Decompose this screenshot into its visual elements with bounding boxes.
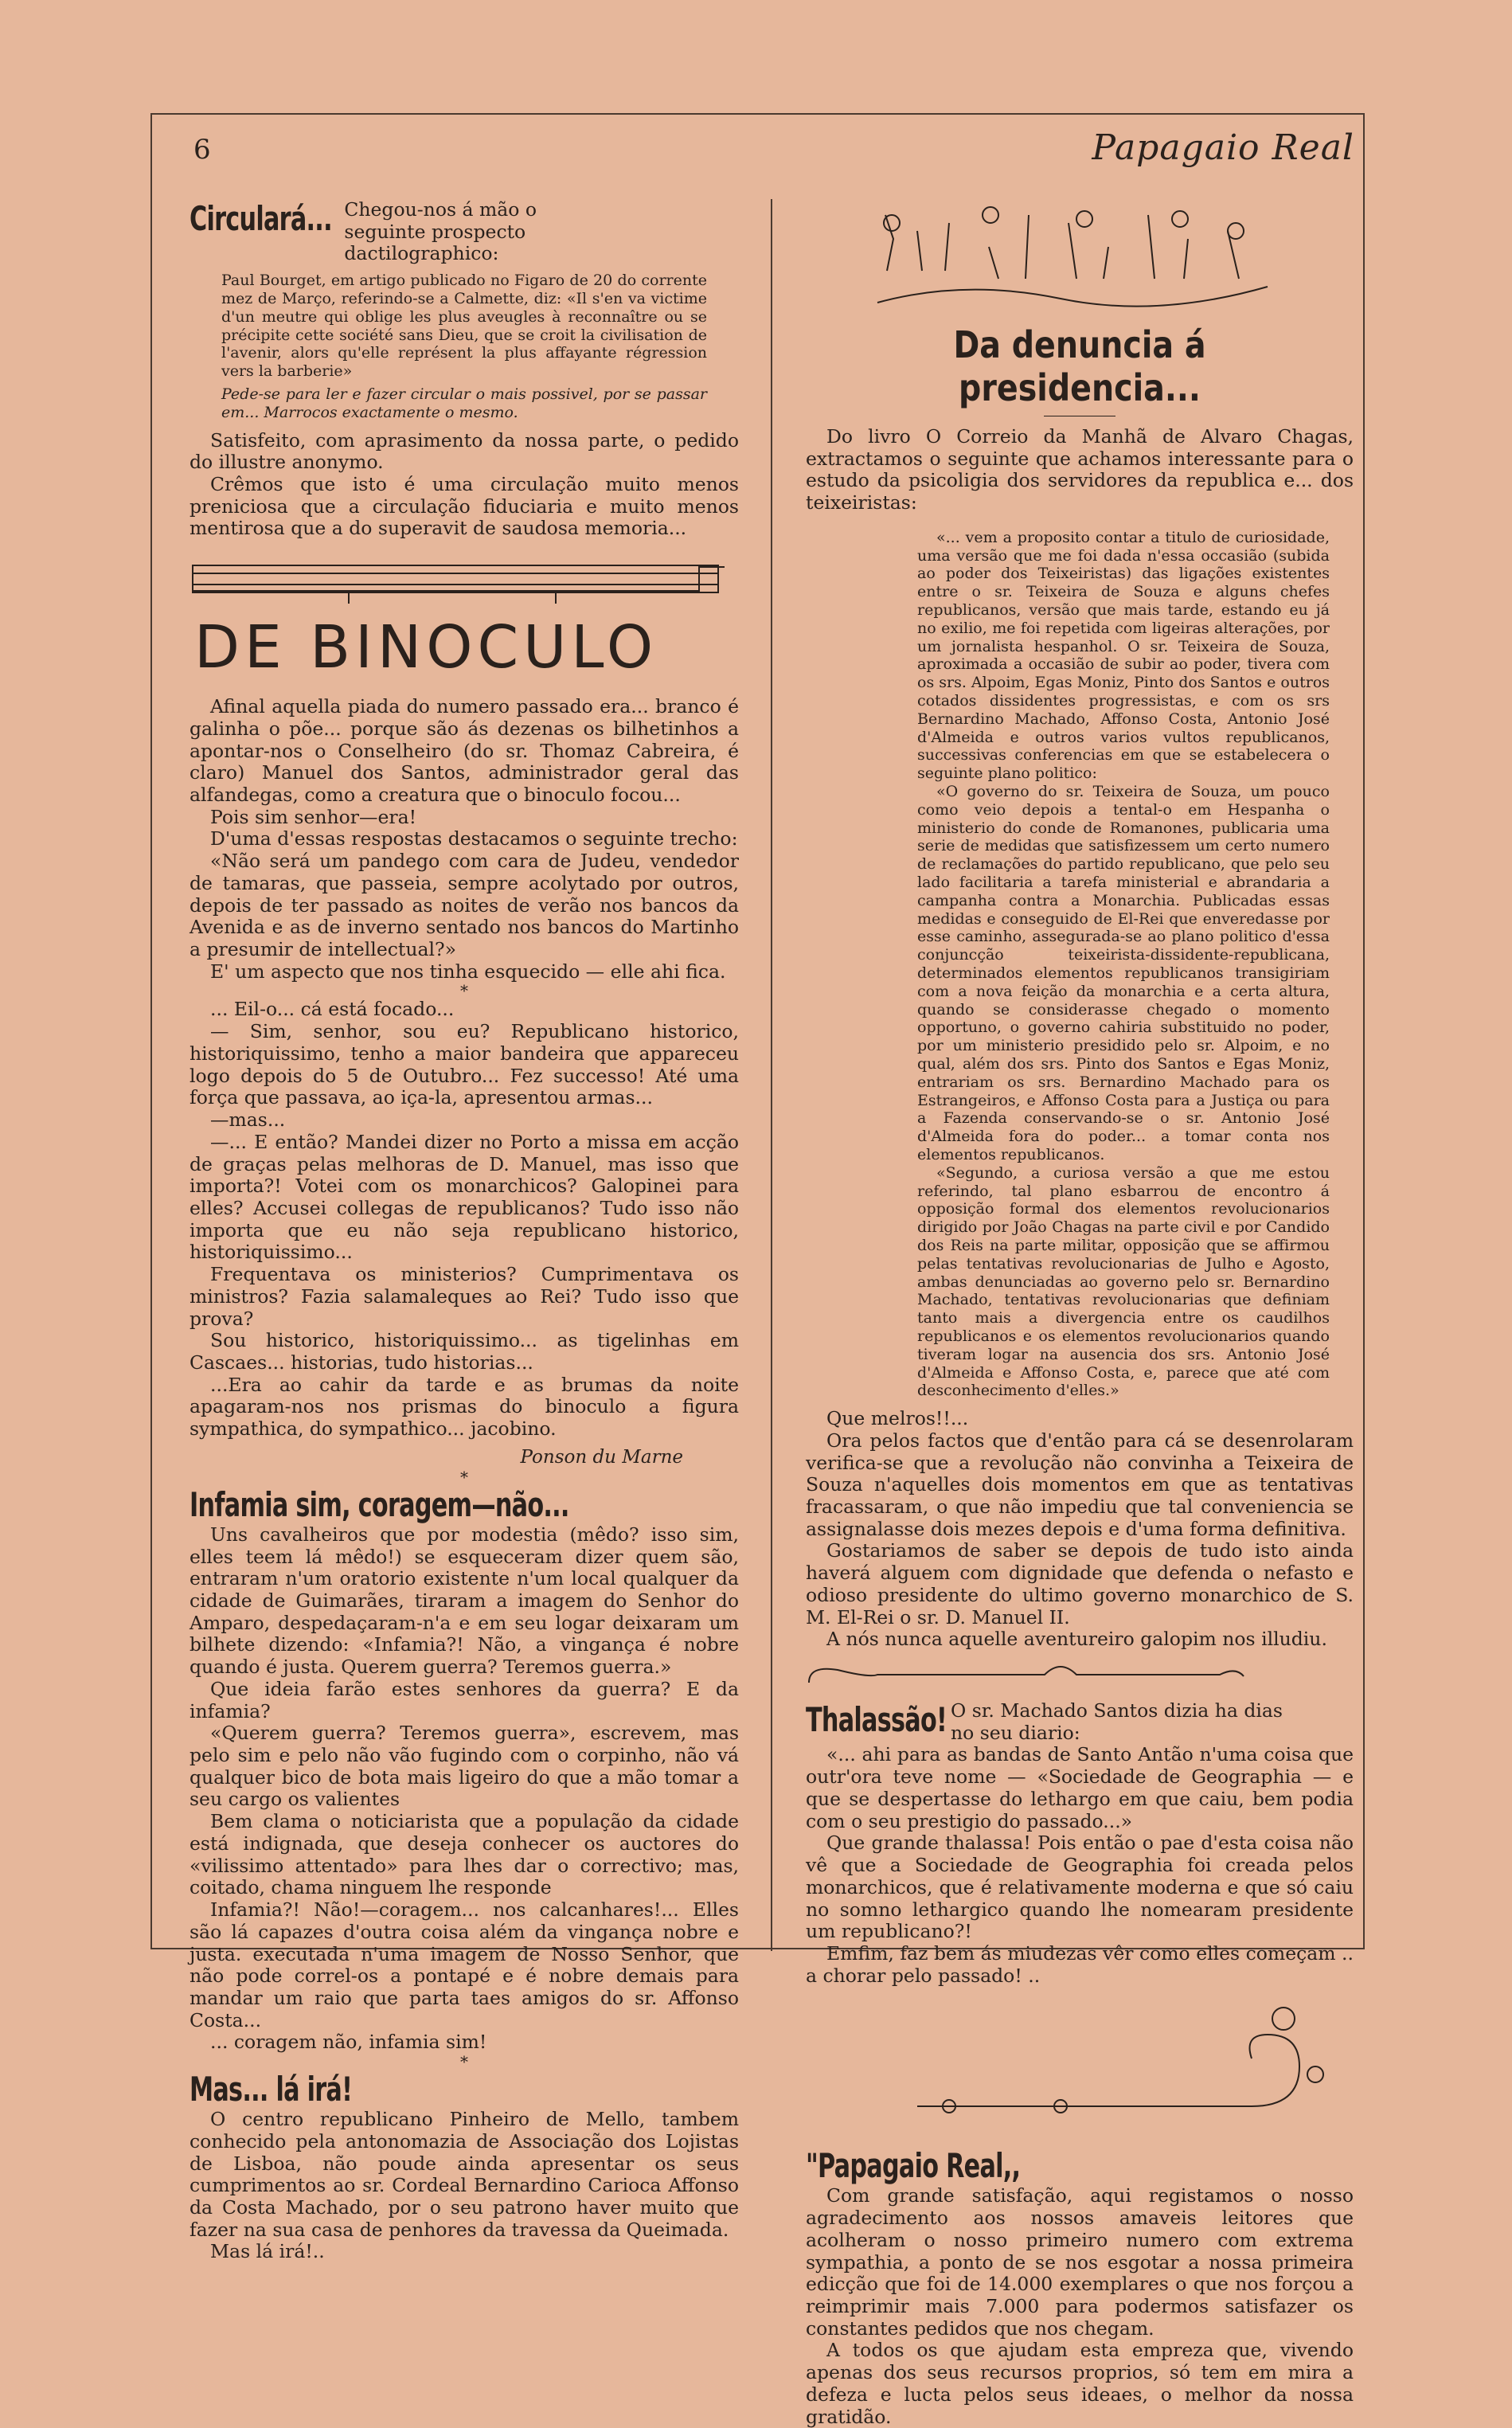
mas-p1: O centro republicano Pinheiro de Mello, tambem conhecido pela antonomazia de Associação dos Lojistas de Lisboa, não poude ainda apresentar os seus cumprimentos ao sr. Cordeal Bernardino Carioca Affonso da Costa Machado, por o seu patrono haver muito que fazer na sua casa de penhores da travessa da Queimada. — [189, 2108, 739, 2241]
circulara-p2: Crêmos que isto é uma circulação muito menos preniciosa que a circulação fiduciaria e muito menos mentirosa que a do superavit de saudosa memoria... — [189, 472, 739, 540]
circulara-intro: Chegou-nos á mão o seguinte prospecto dactilographico: — [344, 198, 537, 265]
binoculo-title: DE BINOCULO — [194, 613, 658, 682]
binoculo-p4: «Não será um pandego com cara de Judeu, vendedor de tamaras, que passeia, sempre acolytado por outros, depois de ter passado as noites de verão nos bancos da Avenida e as de inverno sentado nos bancos do Martinho a presumir de intellectual?» — [189, 850, 739, 961]
circulara-note: Pede-se para ler e fazer circular o mais possivel, por se passar em... Marrocos exactamente o mesmo. — [221, 385, 707, 421]
denuncia-quote-2: «O governo do sr. Teixeira de Souza, um pouco como veio depois a tental-o em Hespanha o ministerio do conde de Romanones, publicaria uma serie de medidas que satisfizessem um certo numero de reclamações do partido republicano, que pelo seu lado facilitaria a tarefa ministerial e abrandaria a campanha contra a Monarchia. Publicadas essas medidas e conseguido de El-Rei que enveredasse por esse caminho, assegurada-se ao plano politico d'essa conjuncção teixeirista-dissidente-republicana, determinados elementos republicanos transigiriam com a nova feição da monarchia e a certa altura, quando se considerasse chegado o momento opportuno, o governo cahiria substituido no poder, por um ministerio presidido pelo sr. Alpoim, e no qual, além dos srs. Pinto dos Santos e Egas Moniz, entrariam os srs. Bernardino Machado para os Estrangeiros, e Affonso Costa para a Justiça ou para a Fazenda conservando-se o sr. Antonio José d'Almeida fora do poder... a tomar conta nos elementos republicanos. — [917, 783, 1330, 1163]
circulara-lead — [189, 199, 739, 265]
illustration-figures — [806, 199, 1354, 319]
signature: Ponson du Marne — [520, 1446, 683, 1468]
infamia-heading: Infamia sim, coragem—não... — [189, 1484, 569, 1524]
infamia-lead — [189, 1485, 739, 1524]
binoculo-p8: —mas... — [210, 1108, 286, 1132]
mas-heading: Mas... lá irá! — [189, 2070, 353, 2109]
infamia-p3: «Querem guerra? Teremos guerra», escrevem, mas pelo sim e pelo não vão fugindo com o corpinho, não vá qualquer bico de bota mais ligeiro do que a mão tomar a seu cargo os valientes — [189, 1722, 739, 1811]
infamia-p1: Uns cavalheiros que por modestia (mêdo? isso sim, elles teem lá mêdo!) se esqueceram dizer quem são, entraram n'um oratorio existente n'um local qualquer da cidade de Guimarães, tiraram a imagem do Senhor do Amparo, despedaçaram-n'a e em seu logar deixaram um bilhete dizendo: «Infamia?! Não, a vingança é nobre quando é justa. Querem guerra? Teremos guerra.» — [189, 1523, 739, 1679]
thalassao-p4: Emfim, faz bem ás miudezas vêr como elles começam .. a chorar pelo passado! .. — [806, 1941, 1354, 1987]
running-title: Papagaio Real — [1092, 127, 1354, 168]
papagaio-heading: "Papagaio Real,, — [806, 2146, 1021, 2186]
denuncia-quote-1: «... vem a proposito contar a titulo de curiosidade, uma versão que me foi dada n'essa occasião (subida ao poder dos Teixeiristas) das ligações existentes entre o sr. Teixeira de Souza e alguns chefes republicanos, versão que mais tarde, estando eu já no exilio, me foi repetida com ligeiras alterações, por um jornalista hespanhol. O sr. Teixeira de Souza, aproximada a occasião de subir ao poder, tivera com os srs. Alpoim, Egas Moniz, Pinto dos Santos e outros cotados dissidentes progressistas, e com os srs Bernardino Machado, Affonso Costa, Antonio José d'Almeida e outros varios vultos republicanos, successivas conferencias em que se estabelecera o seguinte plano politico: — [917, 528, 1330, 783]
denuncia-quote-3: «Segundo, a curiosa versão a que me estou referindo, tal plano esbarrou de encontro á opposição formal dos elementos revolucionarios dirigido por João Chagas na parte civil e por Candido dos Reis na parte militar, opposição que se affirmou pelas tentativas revolucionarias de Julho e Agosto, ambas denunciadas ao governo pelo sr. Bernardino Machado, tentativas revolucionarias que definiam tanto mais a divergencia entre os caudilhos republicanos e os elementos revolucionarios quando tiveram logar na ausencia dos srs. Antonio José d'Almeida e Affonso Costa, e, parece que até com desconhecimento d'elles.» — [917, 1163, 1330, 1400]
thalassao-heading: Thalassão! — [806, 1700, 947, 1740]
binoculo-p7: — Sim, senhor, sou eu? Republicano historico, historiquissimo, tenho a maior bandeira que appareceu logo depois do 5 de Outubro... Fez successo! Até uma força que passava, ao iça-la, apresentou armas... — [189, 1020, 739, 1109]
separator-star: * — [460, 1467, 468, 1487]
column-divider — [771, 199, 772, 1951]
circulara-quote: Paul Bourget, em artigo publicado no Figaro de 20 do corrente mez de Março, referindo-se a Calmette, diz: «Il s'en va victime d'un meutre qui oblige les plus aveugles à reconnaître ou se précipite cette société sans Dieu, que se croit la civilisation de l'avenir, alors qu'elle représent la plus affayante régression vers la barberie» — [221, 272, 707, 381]
binoculo-p12: ...Era ao cahir da tarde e as brumas da noite apagaram-nos nos prismas do binoculo a figura sympathica, do sympathico... jacobino. — [189, 1373, 739, 1441]
binoculo-p2: Pois sim senhor—era! — [210, 805, 417, 828]
binoculo-p5: E' um aspecto que nos tinha esquecido — elle ahi fica. — [210, 960, 726, 983]
thalassao-lead — [806, 1700, 1354, 1744]
thalassao-p2: «... ahi para as bandas de Santo Antão n'uma coisa que outr'ora teve nome — «Sociedade de Geographia — e que se despertasse do lethargo em que caiu, bem podia com o seu prestigio do passado...» — [806, 1743, 1354, 1832]
left-column — [189, 199, 739, 2263]
denuncia-p2: Que melros!!... — [826, 1407, 969, 1430]
binoculo-p1: Afinal aquella piada do numero passado era... branco é galinha o põe... porque são ás dezenas os bilhetinhos a apontar-nos o Conselheiro (do sr. Thomaz Cabreira, é claro) Manuel dos Santos, administrador geral das alfandegas, como a creatura que o binoculo focou... — [189, 695, 739, 806]
page-number: 6 — [193, 134, 211, 166]
right-column — [806, 199, 1354, 2428]
infamia-p5: Infamia?! Não!—coragem... nos calcanhares!... Elles são lá capazes d'outra coisa além da vingança nobre e justa. executada n'uma imagem de Nosso Senhor, que não pode correl-os a pontapé e é nobre demais para mandar um raio que parta taes amigos do sr. Affonso Costa... — [189, 1898, 739, 2031]
separator-star: * — [460, 2052, 468, 2072]
papagaio-lead — [806, 2146, 1354, 2185]
papagaio-p1: Com grande satisfação, aqui registamos o nosso agradecimento aos nossos amaveis leitores que acolheram o nosso primeiro numero com extrema sympathia, a ponto de se nos esgotar a nossa primeira edicção que foi de 14.000 exemplares o que nos forçou a reimprimir mais 7.000 para podermos satisfazer os constantes pedidos que nos chegam. — [806, 2184, 1354, 2340]
binoculo-p3: D'uma d'essas respostas destacamos o seguinte trecho: — [210, 827, 738, 850]
circulara-p1: Satisfeito, com aprasimento da nossa parte, o pedido do illustre anonymo. — [189, 428, 739, 474]
infamia-p2: Que ideia farão estes senhores da guerra? E da infamia? — [189, 1677, 739, 1722]
binoculo-p6: ... Eil-o... cá está focado... — [210, 998, 455, 1021]
thalassao-p1: O sr. Machado Santos dizia ha dias no seu diario: — [950, 1699, 1283, 1744]
mas-lead — [189, 2070, 739, 2109]
denuncia-p5: A nós nunca aquelle aventureiro galopim nos illudiu. — [826, 1628, 1327, 1651]
denuncia-title: Da denuncia á presidencia... — [953, 323, 1206, 409]
thalassao-p3: Que grande thalassa! Pois então o pae d'esta coisa não vê que a Sociedade de Geographia foi creada pelos monarchicos, que é relativamente moderna e que só caiu no somno lethargico quando lhe nomearam presidente um republicano?! — [806, 1832, 1354, 1943]
binoculo-p11: Sou historico, historiquissimo... as tigelinhas em Cascaes... historias, tudo historias... — [189, 1329, 739, 1374]
denuncia-p3: Ora pelos factos que d'então para cá se desenrolaram verifica-se que a revolução não convinha a Teixeira de Souza n'aquelles dois momentos em que as tentativas fracassaram, o que não impediu que tal conveniencia se assignalasse dois mezes depois e d'uma forma definitiva. — [806, 1429, 1354, 1540]
ornament-flourish — [806, 1987, 1354, 2146]
circulara-heading: Circulará... — [189, 199, 332, 238]
denuncia-p1: Do livro O Correio da Manhã de Alvaro Chagas, extractamos o seguinte que achamos interessante para o estudo da psicoligia dos servidores da republica e... dos teixeiristas: — [806, 425, 1354, 514]
binoculo-p9: —... E então? Mandei dizer no Porto a missa em acção de graças pelas melhoras de D. Manuel, mas isso que importa?! Votei com os monarchicos? Galopinei para elles? Accusei collegas de republicanos? Tudo isso não importa que eu não seja republicano historico, historiquissimo... — [189, 1130, 739, 1264]
separator-star: * — [460, 981, 468, 1001]
ornament-scroll — [806, 1659, 1252, 1699]
infamia-p4: Bem clama o noticiarista que a população da cidade está indignada, que deseja conhecer os auctores do «vilissimo attentado» para lhes dar o correctivo; mas, coitado, chama ninguem lhe responde — [189, 1810, 739, 1899]
binoculo-p10: Frequentava os ministerios? Cumprimentava os ministros? Fazia salamaleques ao Rei? Tudo isso que prova? — [189, 1263, 739, 1330]
mas-p2: Mas lá irá!.. — [210, 2240, 325, 2263]
denuncia-p4: Gostariamos de saber se depois de tudo isto ainda haverá alguem com dignidade que defenda o nefasto e odioso presidente do ultimo governo monarchico de S. M. El-Rei o sr. D. Manuel II. — [806, 1539, 1354, 1628]
binoculo-ornament — [189, 551, 731, 607]
infamia-p6: ... coragem não, infamia sim! — [210, 2031, 487, 2054]
papagaio-p2: A todos os que ajudam esta empreza que, vivendo apenas dos seus recursos proprios, só tem em mira a defeza e lucta pelos seus ideaes, o melhor da nossa gratidão. — [806, 2339, 1354, 2428]
